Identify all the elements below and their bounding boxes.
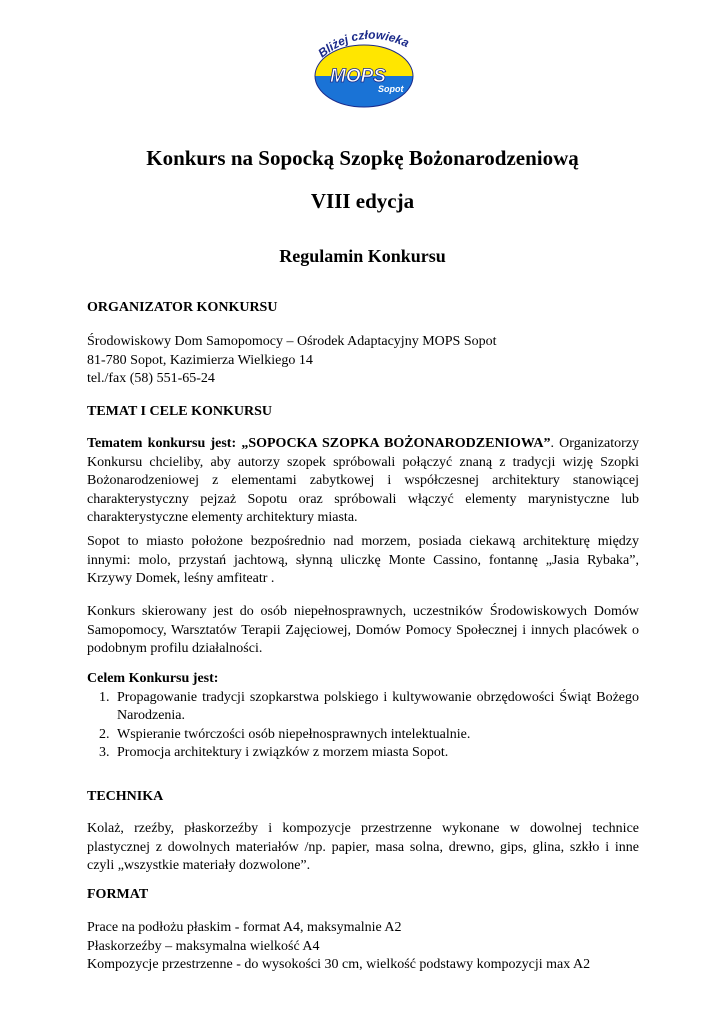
goal-number: 3. [99,745,110,761]
theme-heading: TEMAT I CELE KONKURSU [87,404,273,419]
theme-paragraph-1 [87,435,639,528]
organizer-section [87,299,639,318]
theme-paragraph-3 [87,603,639,659]
theme-paragraph-2 [87,533,639,589]
technique-text: Kolaż, rzeźby, płaskorzeźby i kompozycje przestrzenne wykonane w dowolnej technice plastycznej z dowolnych materiałów /np. papier, masa solna, drewno, gips, glina, szkło i inne czyli „wszystkie materiały dozwolone”. [87,821,639,874]
organizer-line: Środowiskowy Dom Samopomocy – Ośrodek Adaptacyjny MOPS Sopot [87,334,497,349]
mops-sopot-logo [308,20,420,110]
format-line: Kompozycje przestrzenne - do wysokości 30 cm, wielkość podstawy kompozycji max A2 [87,957,591,973]
goals-list [87,689,639,763]
logo-sub-text: Sopot [378,84,404,94]
audience-description: Konkurs skierowany jest do osób niepełnosprawnych, uczestników Środowiskowych Domów Samopomocy, Warsztatów Terapii Zajęciowej, Domów Pomocy Społecznej i innych placówek o podobnym profilu działalności. [87,604,639,657]
organizer-line: tel./fax (58) 551-65-24 [87,371,215,387]
list-item [87,744,639,763]
organizer-address [87,333,639,389]
edition-title: VIII edycja [310,189,415,213]
topic-description: . Organizatorzy Konkursu chcieliby, aby autorzy szopek spróbowali połączyć znaną z tradycji wizję Szopki Bożonarodzeniowej z elementami zabytkowej i współczesnej architektury stanowiącej charakterystyczny pejzaż Sopotu oraz spróbowali włączyć elementy marynistyczne lub charakterystyczne elementy architektury miasta. [87,436,639,526]
goal-number: 1. [99,689,110,705]
topic-label: Tematem konkursu jest: „SOPOCKA SZOPKA BOŻONARODZENIOWA” [87,436,551,451]
logo-main-text: MOPS [330,66,386,87]
goal-text: Propagowanie tradycji szopkarstwa polskiego i kultywowanie obrzędowości Świąt Bożego Narodzenia. [117,689,639,724]
page-title: Konkurs na Sopocką Szopkę Bożonarodzeniową [146,146,579,170]
organizer-heading: ORGANIZATOR KONKURSU [87,300,278,315]
technique-section [87,788,639,807]
format-lines [87,919,647,975]
logo-arc-text: Bliżej człowieka [315,27,412,61]
format-section [87,886,639,905]
organizer-line: 81-780 Sopot, Kazimierza Wielkiego 14 [87,352,313,368]
theme-section [87,403,639,422]
goals-heading: Celem Konkursu jest: [87,671,219,686]
rules-subtitle: Regulamin Konkursu [279,246,446,266]
city-description: Sopot to miasto położone bezpośrednio nad morzem, posiada ciekawą architekturę między innymi: molo, przystań jachtową, słynną uliczkę Monte Cassino, fontannę „Jasia Rybaka”, Krzywy Domek, leśny amfiteatr . [87,534,639,587]
technique-heading: TECHNIKA [87,789,164,804]
technique-text-block [87,820,639,876]
list-item [87,689,639,726]
format-line: Płaskorzeźby – maksymalna wielkość A4 [87,938,320,954]
goals-section [87,670,639,763]
format-heading: FORMAT [87,887,149,902]
format-line: Prace na podłożu płaskim - format A4, maksymalnie A2 [87,920,402,935]
goal-number: 2. [99,726,110,742]
goal-text: Wspieranie twórczości osób niepełnosprawnych intelektualnie. [117,726,471,742]
goal-text: Promocja architektury i związków z morzem miasta Sopot. [117,745,449,761]
list-item [87,726,639,745]
